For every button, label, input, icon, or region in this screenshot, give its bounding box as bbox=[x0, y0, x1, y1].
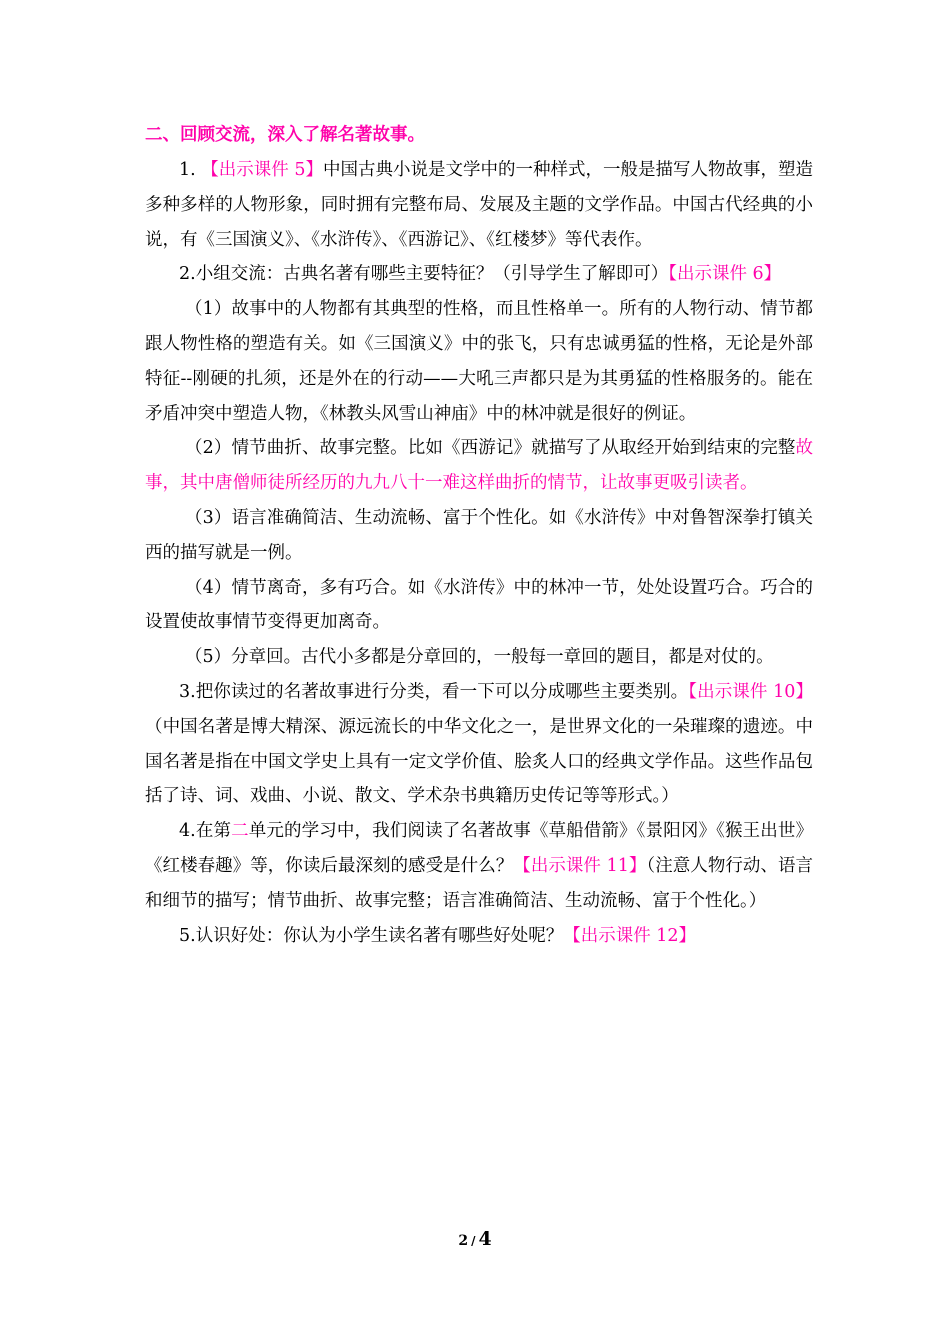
feature-3: （3）语言准确简洁、生动流畅、富于个性化。如《水浒传》中对鲁智深拳打镇关西的描写就是一例。 bbox=[145, 507, 813, 563]
paragraph-3-text: 3.把你读过的名著故事进行分类，看一下可以分成哪些主要类别。 bbox=[179, 681, 689, 702]
paragraph-3 bbox=[145, 675, 813, 814]
paragraph-5-text: 5.认识好处：你认为小学生读名著有哪些好处呢？ bbox=[179, 925, 564, 946]
paragraph-4-rest: （注意人物行动、语言和细节的描写；情节曲折、故事完整；语言准确简洁、生动流畅、富于个性化。） bbox=[145, 855, 814, 911]
section-heading: 二、回顾交流，深入了解名著故事。 bbox=[145, 125, 425, 145]
feature-2-text: （2）情节曲折、故事完整。比如《西游记》就描写了从取经开始到结束的完整 bbox=[185, 438, 796, 459]
feature-2 bbox=[145, 431, 813, 501]
courseware-tag: 【出示课件 10】 bbox=[688, 681, 813, 702]
paragraph-1 bbox=[145, 153, 813, 257]
paragraph-4-mid: 单元的学习中，我们阅读了名著故事《草船借箭》《景阳冈》《猴王出世》《红楼春趣》等，你读后最深刻的感受是什么？ bbox=[145, 821, 814, 876]
feature-4: （4）情节离奇，多有巧合。如《水浒传》中的林冲一节，处处设置巧合。巧合的设置使故事情节变得更加离奇。 bbox=[145, 577, 813, 633]
document-body bbox=[145, 118, 813, 953]
paragraph-4 bbox=[145, 814, 813, 918]
paragraph-3-rest: （中国名著是博大精深、源远流长的中华文化之一，是世界文化的一朵璀璨的遗迹。中国名著是指在中国文学史上具有一定文学价值、脍炙人口的经典文学作品。这些作品包括了诗、词、戏曲、小说、散文、学术杂书典籍历史传记等等形式。） bbox=[145, 716, 813, 807]
current-page: 2 bbox=[458, 1233, 469, 1249]
paragraph-1-number: 1. bbox=[179, 160, 202, 180]
courseware-tag: 【出示课件 6】 bbox=[668, 264, 782, 285]
paragraph-2 bbox=[145, 257, 813, 292]
paragraph-1-text: 中国古典小说是文学中的一种样式，一般是描写人物故事，塑造多种多样的人物形象，同时拥有完整布局、发展及主题的文学作品。中国古代经典的小说，有《三国演义》、《水浒传》、《西游记》、《红楼梦》等代表作。 bbox=[145, 160, 814, 250]
feature-2-highlight: 故事，其中唐僧师徒所经历的九九八十一难这样曲折的情节，让故事更吸引读者。 bbox=[145, 438, 813, 494]
page-number bbox=[0, 1228, 950, 1250]
courseware-tag: 【出示课件 12】 bbox=[563, 925, 697, 946]
page-separator: / bbox=[471, 1234, 476, 1248]
paragraph-5 bbox=[145, 919, 813, 954]
courseware-tag: 【出示课件 5】 bbox=[201, 160, 323, 180]
feature-1: （1）故事中的人物都有其典型的性格，而且性格单一。所有的人物行动、情节都跟人物性格的塑造有关。如《三国演义》中的张飞，只有忠诚勇猛的性格，无论是外部特征--刚硬的扎须，还是外在的行动——大吼三声都只是为其勇猛的性格服务的。能在矛盾冲突中塑造人物，《林教头风雪山神庙》中的林冲就是很好的例证。 bbox=[145, 299, 813, 424]
paragraph-4-highlight: 二 bbox=[231, 821, 249, 842]
paragraph-2-text: 2.小组交流：古典名著有哪些主要特征？（引导学生了解即可） bbox=[179, 264, 669, 285]
total-pages: 4 bbox=[478, 1228, 492, 1250]
feature-5: （5）分章回。古代小多都是分章回的，一般每一章回的题目，都是对仗的。 bbox=[185, 647, 774, 668]
courseware-tag: 【出示课件 11】 bbox=[513, 855, 647, 876]
paragraph-4-pre: 4.在第 bbox=[179, 821, 232, 842]
